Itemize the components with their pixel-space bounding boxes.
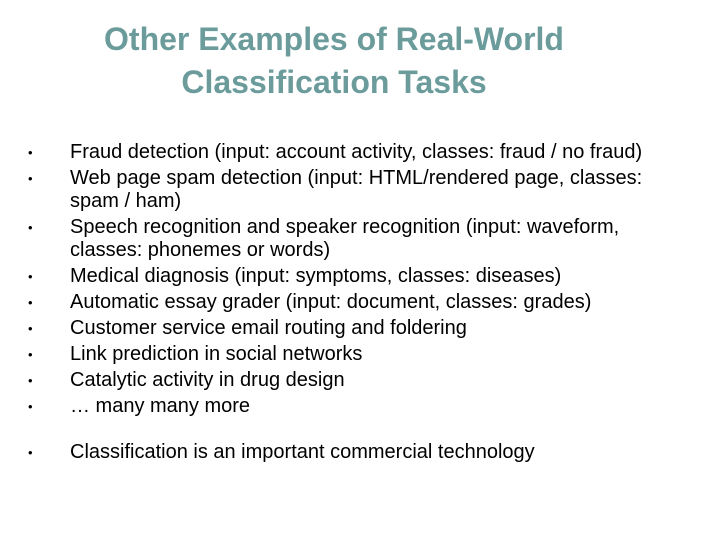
bullet-icon: •	[28, 145, 33, 160]
bullet-text: Web page spam detection (input: HTML/rendered page, classes: spam / ham)	[70, 167, 643, 212]
list-item	[0, 395, 720, 418]
bullet-icon: •	[28, 399, 33, 414]
bullet-icon: •	[28, 445, 33, 460]
bullet-icon: •	[28, 269, 33, 284]
slide-title-line-1: Other Examples of Real-World	[104, 21, 564, 57]
bullet-icon: •	[28, 373, 33, 388]
slide-title-line-2: Classification Tasks	[181, 64, 487, 100]
list-item	[0, 216, 720, 262]
list-item	[0, 167, 720, 213]
bullet-text: … many many more	[70, 395, 251, 417]
list-item	[0, 317, 720, 340]
bullet-text: Catalytic activity in drug design	[70, 369, 345, 391]
list-item	[0, 141, 720, 164]
list-item	[0, 343, 720, 366]
slide-title	[0, 18, 668, 104]
bullet-icon: •	[28, 347, 33, 362]
bullet-text: Medical diagnosis (input: symptoms, classes: diseases)	[70, 265, 562, 287]
list-item	[0, 369, 720, 392]
bullet-icon: •	[28, 220, 33, 235]
list-item-final	[0, 441, 720, 464]
bullet-text: Speech recognition and speaker recognition (input: waveform, classes: phonemes or words)	[70, 216, 620, 261]
bullet-text: Fraud detection (input: account activity, classes: fraud / no fraud)	[70, 141, 643, 163]
bullet-text: Customer service email routing and foldering	[70, 317, 467, 339]
bullet-text: Automatic essay grader (input: document, classes: grades)	[70, 291, 592, 313]
list-item	[0, 265, 720, 288]
bullet-icon: •	[28, 321, 33, 336]
bullet-list	[0, 141, 720, 467]
bullet-icon: •	[28, 295, 33, 310]
bullet-icon: •	[28, 171, 33, 186]
list-item	[0, 291, 720, 314]
bullet-text: Classification is an important commercial technology	[70, 441, 535, 463]
bullet-text: Link prediction in social networks	[70, 343, 363, 365]
